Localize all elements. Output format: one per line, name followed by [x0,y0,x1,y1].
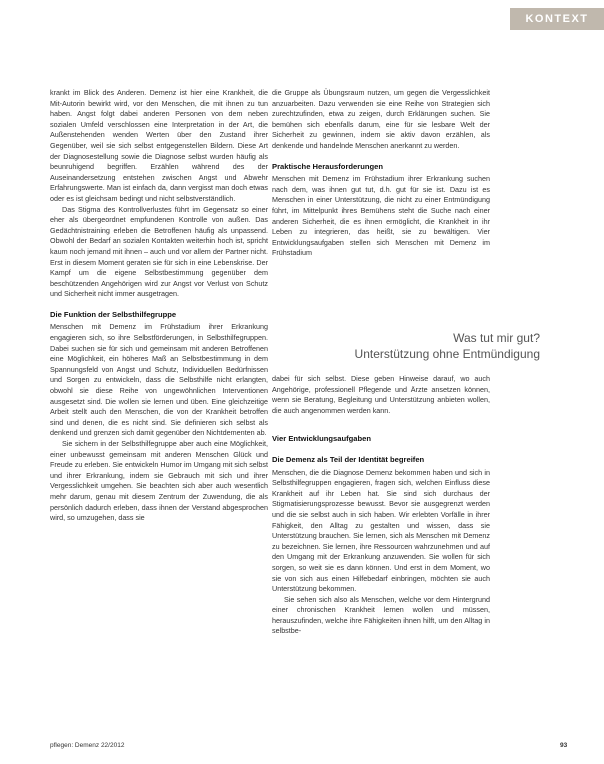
section-heading: Die Funktion der Selbsthilfegruppe [50,309,177,319]
section-heading: Praktische Herausforderungen [272,161,383,171]
body-paragraph: krankt im Blick des Anderen. Demenz ist hier eine Krankheit, die Mit-Autorin bewirkt wird, vor den Menschen, die mit ihnen zu tun haben. Angst folgt dabei anderen Personen von dem neben sozialen Umfeld verschlossen eine Interpretation in der Art, die Außenstehenden wenden Werten über den Zustand ihrer Gegenüber, weil sie sich selbst entgegenstellen Bildern. Diese Art der Diagnosestellung sowie die Diagnose selbst wurden häufig als beunruhigend begriffen. Erzählen während des der Auseinandersetzung entstehen zwischen Angst und Abwehr Erfahrungswerte. Man ist einfach da, dann vergisst man doch etwas oder es ist gleichsam bedingt und nicht selbstverständlich. [50,88,268,203]
right-column-upper [272,88,490,259]
body-paragraph: Menschen, die die Diagnose Demenz bekommen haben und sich in Selbsthilfegruppen engagieren, fragen sich, welchen Einfluss diese Krankheit auf ihr Leben hat. Sie sind sich durchaus der Stigmatisierungsprozesse bewusst. Bevor sie ausgegrenzt werden und die sie selbst auch in sich haben. Wir erlebten Vorfälle in ihrer Fähigkeit, den Alltag zu gestalten und wissen, dass sie Unterstützung brauchen. Sie lernen, sich als Menschen mit Demenz zu bezeichnen. Sie lernen, ihre Ressourcen wahrzunehmen und auf den Umgang mit der Erkrankung anzuwenden. Sie wollen für sich sorgen, so weit sie es dann können. Und erst in dem Moment, wo sie von sich aus einen Hilfebedarf einbringen, möchten sie auch Unterstützung bekommen. [272,467,490,594]
section-label: KONTEXT [510,8,604,30]
body-paragraph: Menschen mit Demenz im Frühstadium ihrer Erkrankung engagieren sich, so ihre Selbstförderungen, in Selbsthilfegruppen. Dabei suchen sie für sich und gemeinsam mit anderen Betroffenen eine Möglichkeit, ein höheres Maß an Selbstbestimmung in dem Spannungsfeld von Angst und Schutz, Individuellen Bedürfnissen und Sorgen zu entwickeln, dass die Selbsthilfe nicht erlangten, obwohl sie diese Reihe von ungewöhnlichen Interventionen ausgesetzt sind. Die wollen sie lernen und üben. Eine gleichzeitige Arbeit stellt auch den Menschen, die von der Krankheit betroffen sind und denen, die es nicht sind. Sie definieren sich selbst als denkend und grenzen sich damit gegenüber den Nichtdementen ab. [50,322,268,438]
body-paragraph: die Gruppe als Übungsraum nutzen, um gegen die Vergesslichkeit anzuarbeiten. Dazu verwenden sie eine Reihe von Strategien sich zurechtzufinden, etwa zu zeigen, durch Erklärungen suchen. Sie bemühen sich ebenfalls darum, eine für sie lesbare Welt der Sicherheit zu gewinnen, indem sie aktiv davon erzählen, als denkende und handelnde Menschen anerkannt zu werden. [272,88,490,150]
pull-quote-line: Was tut mir gut? [453,331,540,345]
footer-publication: pflegen: Demenz 22/2012 [50,742,125,749]
page-number: 93 [560,742,568,749]
left-column [50,88,268,524]
subsection-heading: Die Demenz als Teil der Identität begreifen [272,454,425,464]
right-column-lower [272,374,490,637]
body-paragraph: Sie sichern in der Selbsthilfegruppe aber auch eine Möglichkeit, einer unbewusst gemeinsam mit anderen Menschen Glück und Freude zu erleben. Sie entwickeln Humor im Umgang mit sich selbst und ihrer Erkrankung, indem sie Gebrauch mit sich und ihrer Vergesslichkeit umgehen. Sie beachten sich aber auch wesentlich mehr darum, genau mit diesem Zentrum der Zuwendung, die als persönlich dadurch erleben, dass ihnen der Verstand abgesprochen wird, so umzugehen, dass sie [50,439,268,523]
body-paragraph: Das Stigma des Kontrollverlustes führt im Gegensatz so einer eher als übergeordnet empfundenen Kontrolle von außen. Das Gedächtnistraining erleben die Betroffenen häufig als unpassend. Obwohl der Bedarf an sozialen Kontakten weiterhin hoch ist, spricht kaum noch jemand mit ihnen – auch und vor allem der Partner nicht. Erst in diesem Moment geraten sie für sich in eine Lebenskrise. Der Kampf um die eigene Selbstbestimmung gegenüber dem beschützenden Angehörigen wird zur Angst vor Verlust von Schutz und Sicherheit nicht immer ausgetragen. [50,204,268,299]
body-paragraph: dabei für sich selbst. Diese geben Hinweise darauf, wo auch Angehörige, professionell Pflegende und Ärzte ansetzen können, wenn sie Beratung, Begleitung und Unterstützung anbieten wollen, die auch angenommen werden kann. [272,374,490,415]
pull-quote [300,330,540,362]
body-paragraph: Menschen mit Demenz im Frühstadium ihrer Erkrankung suchen nach dem, was ihnen gut tut, d.h. gut für sie ist. Dazu ist es Menschen in einer Unterstützung, die nicht zu einer Entmündigung führt, im Mittelpunkt ihres Bemühens steht die Suche nach einer anderen Sicherheit, die es ihnen ermöglicht, die Krankheit in ihr Leben zu integrieren, das heißt, sie zu bewältigen. Vier Entwicklungsaufgaben stellen sich Menschen mit Demenz im Frühstadium [272,174,490,258]
section-heading: Vier Entwicklungsaufgaben [272,434,372,444]
body-paragraph: Sie sehen sich also als Menschen, welche vor dem Hintergrund einer chronischen Krankheit lernen wollen und müssen, herauszufinden, welche ihre Fähigkeiten ihnen hilft, um den Alltag in selbstbe- [272,594,490,636]
pull-quote-line: Unterstützung ohne Entmündigung [354,347,540,361]
